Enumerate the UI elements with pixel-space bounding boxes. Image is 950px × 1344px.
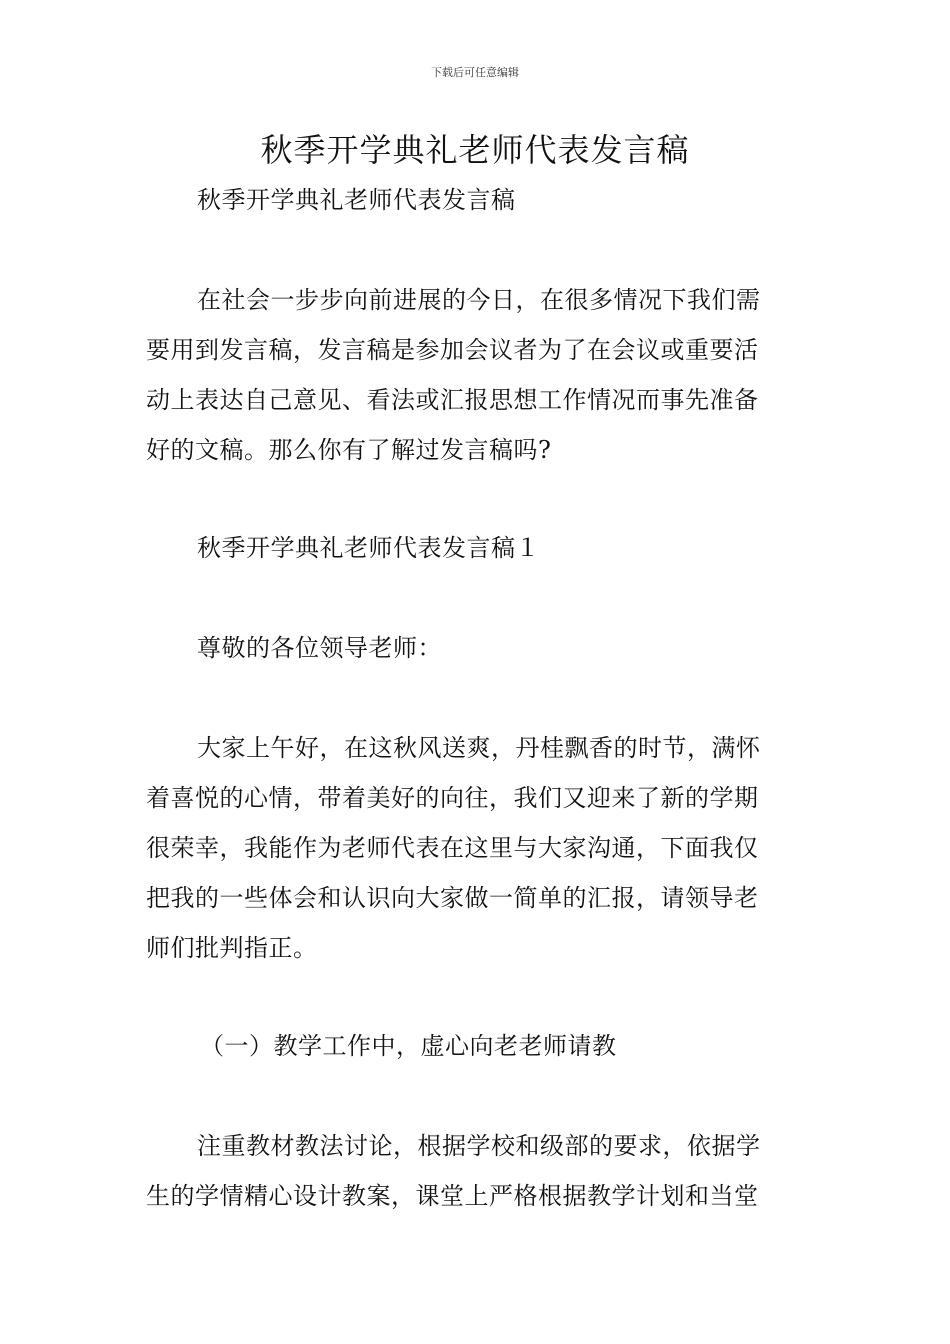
document-title: 秋季开学典礼老师代表发言稿 <box>260 131 690 169</box>
salutation: 尊敬的各位领导老师： <box>197 634 442 662</box>
paragraph-1-line-1: 在社会一步步向前进展的今日，在很多情况下我们需 <box>197 286 761 314</box>
paragraph-2-line-5: 师们批判指正。 <box>146 934 318 962</box>
section-heading-1: 秋季开学典礼老师代表发言稿１ <box>197 534 540 562</box>
paragraph-2-line-1: 大家上午好，在这秋风送爽，丹桂飘香的时节，满怀 <box>197 734 761 762</box>
paragraph-3-line-1: 注重教材教法讨论，根据学校和级部的要求，依据学 <box>197 1132 761 1160</box>
paragraph-2-line-2: 着喜悦的心情，带着美好的向往，我们又迎来了新的学期 <box>146 784 759 812</box>
paragraph-1-line-4: 好的文稿。那么你有了解过发言稿吗? <box>146 436 552 464</box>
paragraph-1-line-3: 动上表达自己意见、看法或汇报思想工作情况而事先准备 <box>146 386 759 414</box>
paragraph-3-line-2: 生的学情精心设计教案，课堂上严格根据教学计划和当堂 <box>146 1182 759 1210</box>
paragraph-2-line-3: 很荣幸，我能作为老师代表在这里与大家沟通，下面我仅 <box>146 834 759 862</box>
paragraph-2-line-4: 把我的一些体会和认识向大家做一简单的汇报，请领导老 <box>146 884 759 912</box>
header-note: 下载后可任意编辑 <box>431 66 519 79</box>
subtitle-line: 秋季开学典礼老师代表发言稿 <box>197 186 516 214</box>
subsection-heading-1: （一）教学工作中，虚心向老老师请教 <box>200 1032 617 1060</box>
paragraph-1-line-2: 要用到发言稿，发言稿是参加会议者为了在会议或重要活 <box>146 336 759 364</box>
